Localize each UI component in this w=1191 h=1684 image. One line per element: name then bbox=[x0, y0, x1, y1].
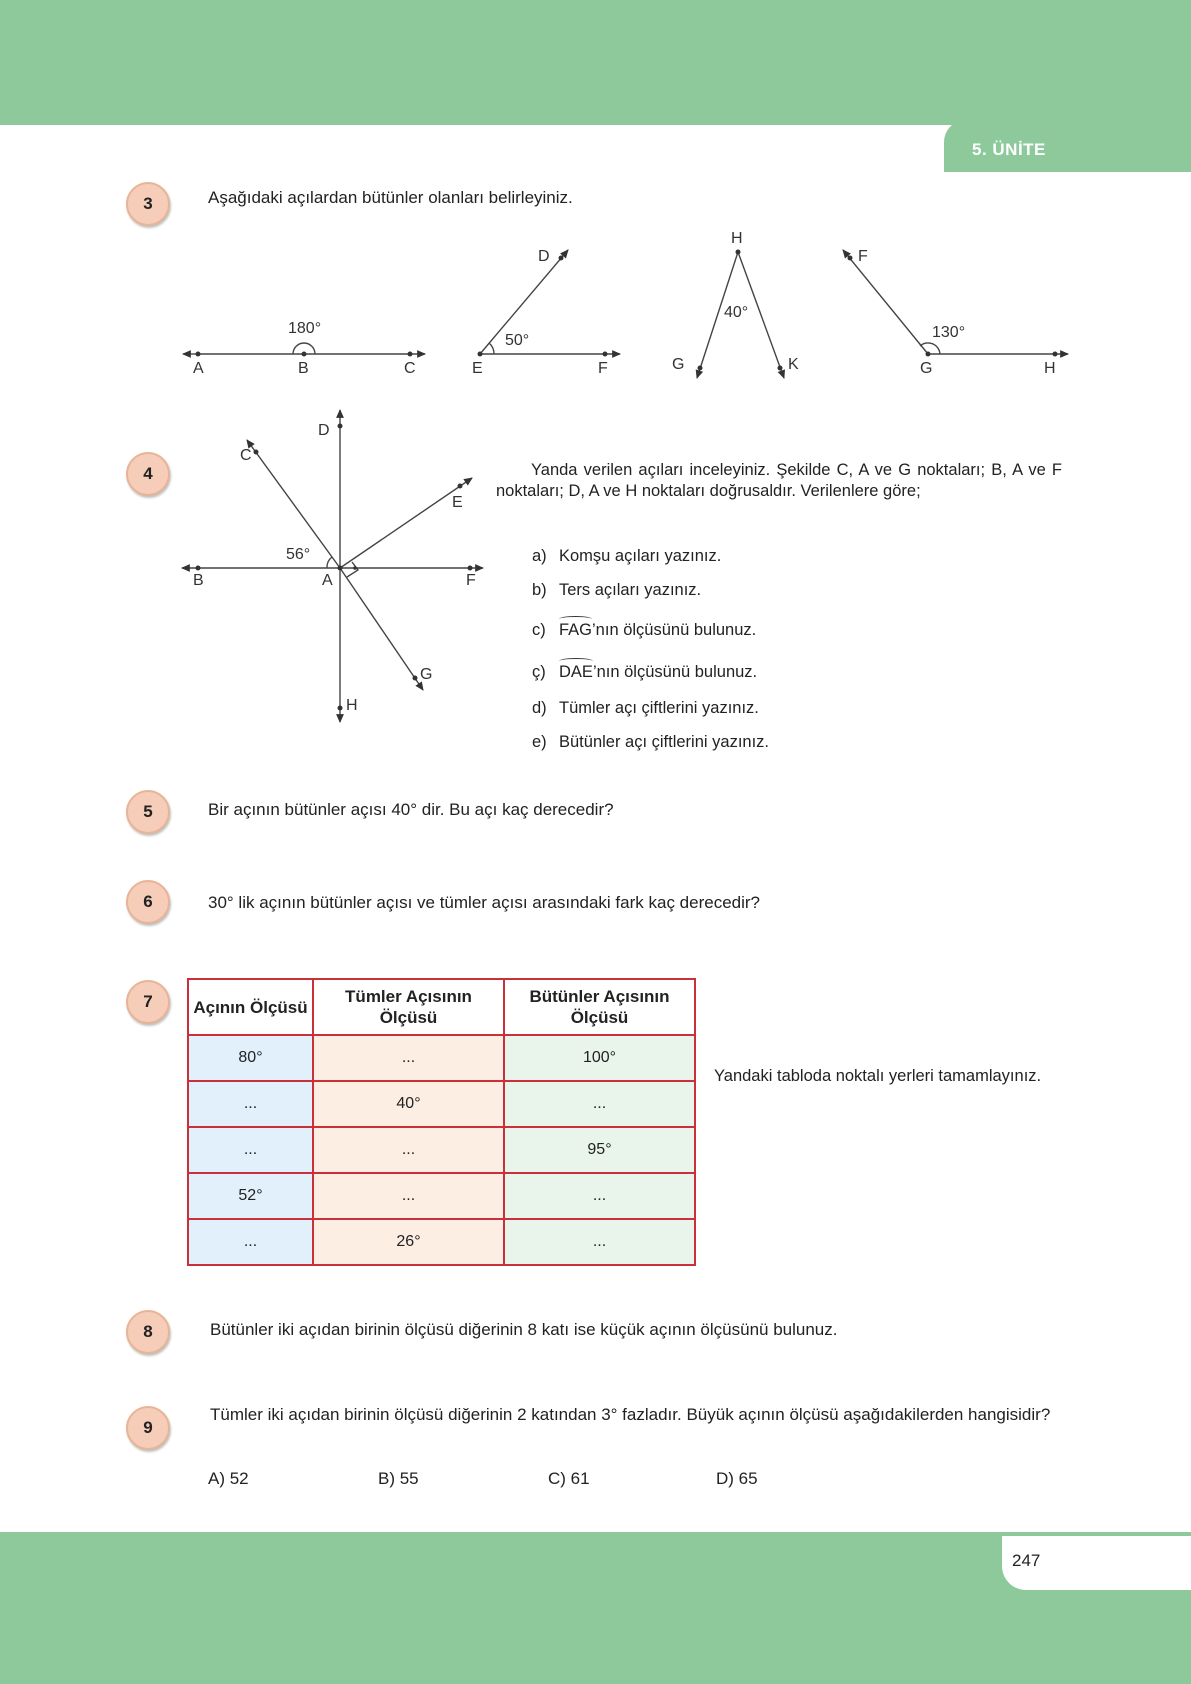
question-number-8: 8 bbox=[126, 1310, 170, 1354]
fig4-point-f bbox=[848, 256, 853, 261]
line-ag bbox=[340, 568, 423, 690]
question-number-3: 3 bbox=[126, 182, 170, 226]
table-cell: 95° bbox=[504, 1127, 695, 1173]
fig1-point-c bbox=[408, 352, 413, 357]
header-angle: Açının Ölçüsü bbox=[188, 979, 313, 1035]
question-5-text: Bir açının bütünler açısı 40° dir. Bu açı kaç derecedir? bbox=[208, 800, 614, 819]
q4-label-d: D bbox=[318, 422, 330, 439]
fig3-point-h bbox=[736, 250, 741, 255]
item-b-text: Ters açıları yazınız. bbox=[559, 581, 702, 599]
question-7-text: Yandaki tabloda noktalı yerleri tamamlayınız. bbox=[714, 1067, 1042, 1085]
question-number-4: 4 bbox=[126, 452, 170, 496]
table-row bbox=[188, 1081, 695, 1127]
table-cell: ... bbox=[504, 1219, 695, 1265]
fig1-angle-label: 180° bbox=[288, 320, 322, 337]
item-cc-label: ç) bbox=[532, 663, 546, 681]
item-c-text: ’nın ölçüsünü bulunuz. bbox=[592, 621, 757, 639]
item-b bbox=[532, 580, 1052, 620]
option-c: C) 61 bbox=[548, 1469, 590, 1488]
fig3-point-g bbox=[698, 366, 703, 371]
line-ae bbox=[340, 478, 472, 568]
table-cell: 26° bbox=[313, 1219, 504, 1265]
fig4-point-h bbox=[1053, 352, 1058, 357]
item-e-text: Bütünler açı çiftlerini yazınız. bbox=[559, 733, 770, 751]
question-number-6: 6 bbox=[126, 880, 170, 924]
item-b-label: b) bbox=[532, 581, 547, 599]
unit-label: 5. ÜNİTE bbox=[972, 140, 1046, 159]
item-c-label: c) bbox=[532, 621, 546, 639]
fig1-label-b: B bbox=[298, 360, 309, 377]
fig2-point-d bbox=[559, 256, 564, 261]
fig2-angle-label: 50° bbox=[505, 332, 530, 349]
question-3-text: Aşağıdaki açılardan bütünler olanları belirleyiniz. bbox=[208, 188, 573, 207]
table-cell: ... bbox=[313, 1173, 504, 1219]
fig3-label-h: H bbox=[731, 230, 743, 247]
item-d-label: d) bbox=[532, 699, 547, 717]
fig4-label-f: F bbox=[858, 248, 868, 265]
table-row bbox=[188, 1127, 695, 1173]
angle-56-arc bbox=[327, 557, 332, 568]
fig2-point-f bbox=[603, 352, 608, 357]
fig1-label-a: A bbox=[193, 360, 204, 377]
header-complement: Tümler Açısının Ölçüsü bbox=[313, 979, 504, 1035]
fig2-label-e: E bbox=[472, 360, 483, 377]
q7-table bbox=[187, 978, 696, 1266]
table-cell: ... bbox=[313, 1035, 504, 1081]
question-4-items bbox=[532, 546, 1052, 766]
item-cc-angle: DAE bbox=[559, 663, 593, 681]
table-row bbox=[188, 1173, 695, 1219]
item-a bbox=[532, 546, 1052, 580]
fig2-angle-arc bbox=[489, 343, 494, 354]
option-b: B) 55 bbox=[378, 1469, 419, 1488]
item-d-text: Tümler açı çiftlerini yazınız. bbox=[559, 699, 759, 717]
question-number-5: 5 bbox=[126, 790, 170, 834]
table-cell: ... bbox=[188, 1127, 313, 1173]
table-row bbox=[188, 1219, 695, 1265]
fig4-point-g bbox=[926, 352, 931, 357]
fig2-point-e bbox=[478, 352, 483, 357]
question-number-9: 9 bbox=[126, 1406, 170, 1450]
q4-label-h: H bbox=[346, 697, 358, 714]
option-d: D) 65 bbox=[716, 1469, 758, 1488]
question-9-text: Tümler iki açıdan birinin ölçüsü diğerinin 2 katından 3° fazladır. Büyük açının ölçüsü aşağıdakilerden hangisidir? bbox=[210, 1405, 1051, 1424]
item-c-angle: FAG bbox=[559, 621, 593, 639]
item-cc bbox=[532, 662, 1052, 698]
item-d bbox=[532, 698, 1052, 732]
right-angle-mark bbox=[347, 562, 358, 577]
page-number: 247 bbox=[1012, 1551, 1041, 1570]
fig3-label-k: K bbox=[788, 356, 799, 373]
table-cell: ... bbox=[313, 1127, 504, 1173]
fig4-label-g: G bbox=[920, 360, 933, 377]
fig4-label-h: H bbox=[1044, 360, 1056, 377]
fig2-label-f: F bbox=[598, 360, 608, 377]
fig3-angle-label: 40° bbox=[724, 304, 749, 321]
item-a-label: a) bbox=[532, 547, 547, 565]
table-cell: ... bbox=[504, 1173, 695, 1219]
option-a: A) 52 bbox=[208, 1469, 249, 1488]
table-row bbox=[188, 1035, 695, 1081]
question-number-7: 7 bbox=[126, 980, 170, 1024]
item-e bbox=[532, 732, 1052, 766]
fig2-label-d: D bbox=[538, 248, 550, 265]
item-c bbox=[532, 620, 1052, 662]
fig1-point-b bbox=[302, 352, 307, 357]
fig4-ray-gf bbox=[843, 250, 928, 354]
table-cell: ... bbox=[504, 1081, 695, 1127]
q4-label-g: G bbox=[420, 666, 433, 683]
table-cell: 52° bbox=[188, 1173, 313, 1219]
item-cc-text: ’nın ölçüsünü bulunuz. bbox=[592, 663, 758, 681]
question-4-intro: Yanda verilen açıları inceleyiniz. Şekilde C, A ve G noktaları; B, A ve F noktaları; D, A ve H noktaları doğrusaldır. Verilenlere göre; bbox=[496, 461, 1062, 500]
fig3-label-g: G bbox=[672, 356, 685, 373]
question-8-text: Bütünler iki açıdan birinin ölçüsü diğerinin 8 katı ise küçük açının ölçüsünü bulunuz. bbox=[210, 1320, 838, 1339]
q4-angle-label: 56° bbox=[286, 546, 311, 563]
q4-label-b: B bbox=[193, 572, 204, 589]
header-supplement: Bütünler Açısının Ölçüsü bbox=[504, 979, 695, 1035]
table-cell: 40° bbox=[313, 1081, 504, 1127]
item-a-text: Komşu açıları yazınız. bbox=[559, 547, 722, 565]
item-e-label: e) bbox=[532, 733, 547, 751]
fig1-label-c: C bbox=[404, 360, 416, 377]
table-cell: 100° bbox=[504, 1035, 695, 1081]
q4-label-e: E bbox=[452, 494, 463, 511]
question-6-text: 30° lik açının bütünler açısı ve tümler açısı arasındaki fark kaç derecedir? bbox=[208, 893, 761, 912]
table-cell: ... bbox=[188, 1219, 313, 1265]
table-cell: 80° bbox=[188, 1035, 313, 1081]
table-cell: ... bbox=[188, 1081, 313, 1127]
fig4-angle-label: 130° bbox=[932, 324, 966, 341]
fig1-point-a bbox=[196, 352, 201, 357]
q4-label-f: F bbox=[466, 572, 476, 589]
q4-label-c: C bbox=[240, 447, 252, 464]
fig3-point-k bbox=[778, 366, 783, 371]
q3-figures bbox=[0, 0, 1191, 420]
q4-label-a: A bbox=[322, 572, 333, 589]
q4-figure bbox=[0, 400, 520, 730]
